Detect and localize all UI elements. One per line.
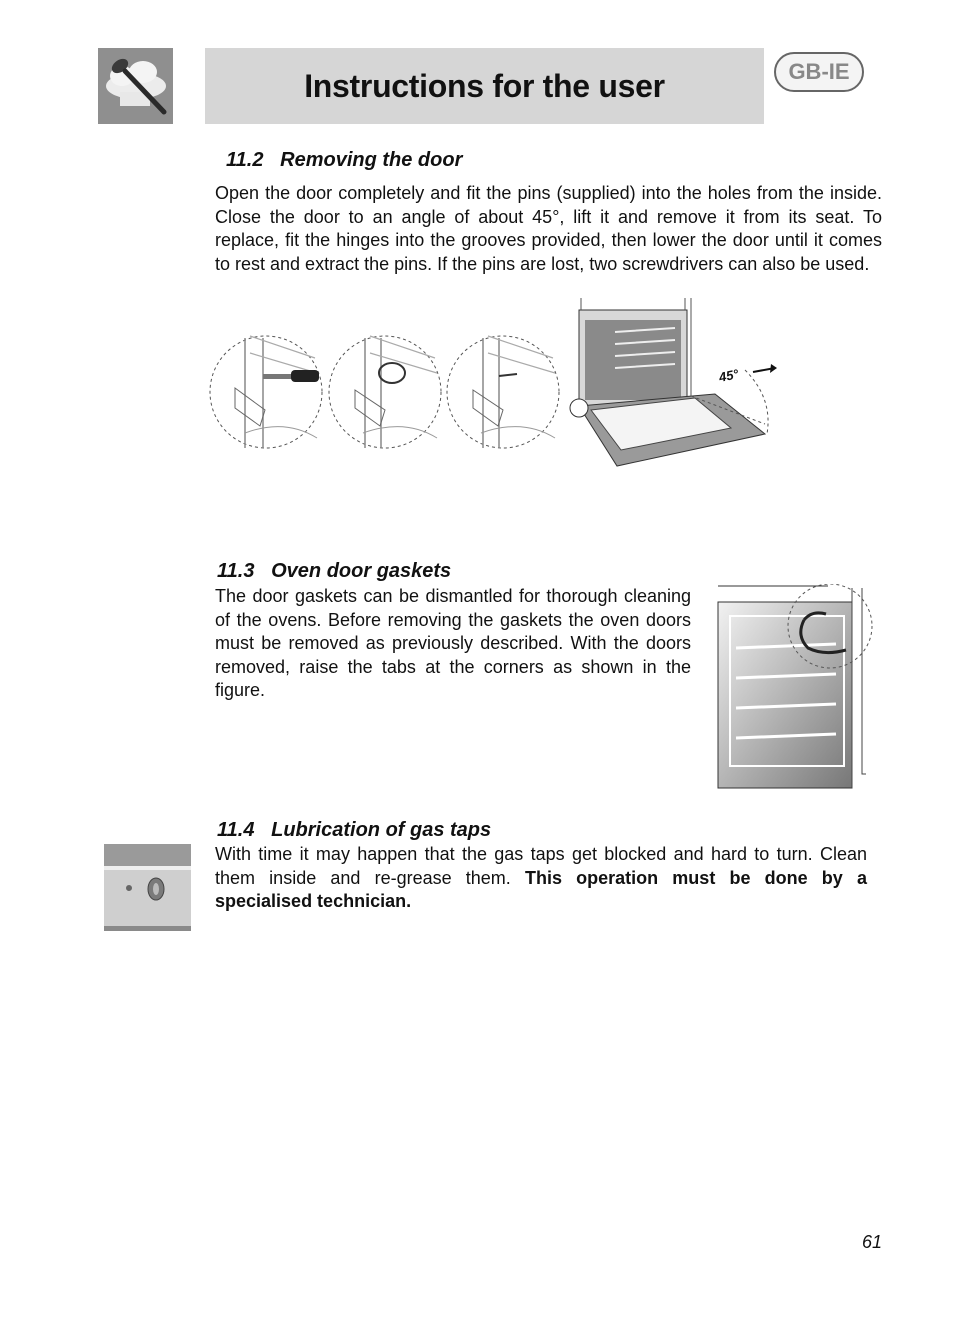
section-heading-door-gaskets xyxy=(217,560,451,583)
section-number: 11.2 xyxy=(226,149,264,171)
section-heading-gas-taps xyxy=(217,819,491,842)
gasket-figure xyxy=(716,584,878,790)
section-title: Lubrication of gas taps xyxy=(271,819,492,841)
section-number: 11.4 xyxy=(217,819,255,841)
header-bar xyxy=(205,48,764,124)
section-heading-removing-door xyxy=(226,149,462,172)
door-removal-figure xyxy=(205,298,785,470)
chef-logo xyxy=(98,48,173,124)
page-number: 61 xyxy=(861,1232,882,1252)
detail-circle-screwdriver xyxy=(210,336,322,448)
detail-circle-pin xyxy=(329,336,441,448)
section-body-removing-door: Open the door completely and fit the pins (supplied) into the holes from the inside. Close the door to an angle of about 45°, lift it and remove it from its seat. To replace, fit the hinges into the grooves provided, then lower the door until it comes to rest and extract the pins. If the pins are lost, two screwdrivers can also be used. xyxy=(215,183,882,274)
language-badge: GB-IE xyxy=(774,52,864,92)
section-body-door-gaskets: The door gaskets can be dismantled for thorough cleaning of the ovens. Before removing the gaskets the oven doors must be removed as previously described. With the doors removed, raise the tabs at the corners as shown in the figure. xyxy=(215,586,691,700)
oven-open-door xyxy=(570,298,777,466)
section-title: Removing the door xyxy=(280,149,463,171)
detail-circle-pin-inserted xyxy=(447,336,559,448)
gas-taps-warning: This operation must be done by a specialised technician. xyxy=(215,867,867,911)
angle-label: 45° xyxy=(717,366,740,385)
section-title: Oven door gaskets xyxy=(271,560,452,582)
oven-gasket-illustration xyxy=(716,584,878,790)
section-body-gas-taps xyxy=(215,843,867,914)
chef-hat-spoon-icon xyxy=(98,48,173,124)
door-removal-illustration xyxy=(205,298,785,470)
page-title: Instructions for the user xyxy=(304,67,665,104)
gas-tap-figure xyxy=(104,844,191,931)
gas-taps-text: With time it may happen that the gas taps get blocked and hard to turn. Clean them inside and re-grease them. xyxy=(215,844,867,888)
section-number: 11.3 xyxy=(217,560,255,582)
gas-tap-knob-icon xyxy=(104,844,191,931)
